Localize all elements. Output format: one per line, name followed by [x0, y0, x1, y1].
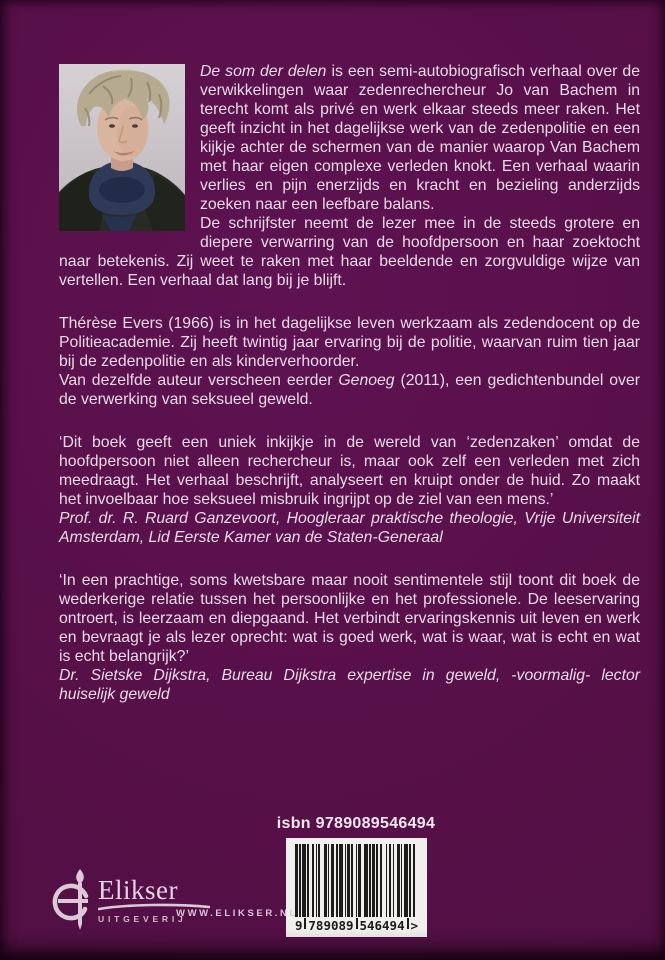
barcode-digit-group: 789089 — [308, 918, 354, 933]
back-cover-text — [59, 62, 640, 704]
bio-more-before: Van dezelfde auteur verscheen eerder — [59, 372, 339, 389]
publisher-website: WWW.ELIKSER.NL — [176, 908, 298, 919]
barcode-digit-group: > — [410, 918, 418, 933]
previous-book-title: Genoeg — [338, 372, 395, 389]
author-photo — [59, 64, 185, 231]
blurb-paragraph-2: De schrijfster neemt de lezer mee in de steeds grotere en diepere verwarring van de hoofdpersoon en haar zoektocht naar betekenis. Zij weet te raken met haar beeldende en zorgvuldige wijze van vertellen. Een verhaal dat lang bij je blijft. — [59, 215, 640, 289]
quote-2-attribution: Dr. Sietske Dijkstra, Bureau Dijkstra expertise in geweld, -voormalig- lector huiselijk geweld — [59, 667, 640, 703]
barcode-digit-group: 546494 — [359, 918, 405, 933]
barcode-digits — [295, 918, 418, 933]
barcode-bars — [295, 844, 418, 917]
blurb-paragraph-1-text: is een semi-autobiografisch verhaal over de verwikkelingen waar zedenrechercheur Jo van Bachem in terecht komt als privé en werk elkaar steeds meer raken. Het geeft inzicht in het dagelijkse werk van de zedenpolitie en een kijkje achter de schermen van de manier waarop Van Bachem met haar eigen complexe verleden knokt. Een verhaal waarin verlies en pijn enerzijds en kracht en bezieling anderzijds zoeken naar een leefbare balans. — [200, 63, 640, 213]
bio-more-after: (2011), een gedichtenbundel over de verwerking van seksueel geweld. — [59, 372, 640, 408]
author-portrait-illustration — [59, 64, 185, 231]
isbn-label: isbn 9789089546494 — [276, 815, 436, 832]
publisher-block — [50, 866, 210, 934]
barcode-guard-bar — [304, 918, 306, 929]
quote-1-text: ‘Dit boek geeft een uniek inkijkje in de wereld van ‘zedenzaken’ omdat de hoofdpersoon niet alleen rechercheur is, maar ook zelf een verleden met zich meedraagt. Het verhaal beschrijft, analyseert en kruipt onder de huid. Zo maakt het invoelbaar hoe seksueel misbruik ingrijpt op de ziel van een mens.’ — [59, 434, 640, 508]
author-bio: Thérèse Evers (1966) is in het dagelijkse leven werkzaam als zedendocent op de Politieacademie. Zij heeft twintig jaar ervaring bij de politie, waarvan ruim tien jaar bij de zedenpolitie en als kinderverhoorder. — [59, 315, 640, 370]
author-bio-more — [59, 371, 640, 409]
quote-1-attribution: Prof. dr. R. Ruard Ganzevoort, Hoogleraar praktische theologie, Vrije Universiteit Amsterdam, Lid Eerste Kamer van de Staten-Generaal — [59, 510, 640, 546]
elikser-logo-icon — [50, 868, 92, 934]
publisher-tagline: UITGEVERIJ — [98, 914, 187, 924]
isbn-barcode — [286, 838, 427, 937]
barcode-guard-bar — [356, 918, 358, 929]
barcode-guard-bar — [407, 918, 409, 929]
quote-2-text: ‘In een prachtige, soms kwetsbare maar nooit sentimentele stijl toont dit boek de wederkerige relatie tussen het persoonlijke en het professionele. De leeservaring ontroert, is leerzaam en diepgaand. Het verbindt ervaringskennis uit leven en werk en bevraagt je als lezer oprecht: wat is goed werk, wat is waar, wat is echt en wat is echt belangrijk?’ — [59, 572, 640, 665]
publisher-name: Elikser — [98, 875, 178, 905]
book-title: De som der delen — [200, 63, 327, 80]
barcode-digit-group: 9 — [295, 918, 303, 933]
